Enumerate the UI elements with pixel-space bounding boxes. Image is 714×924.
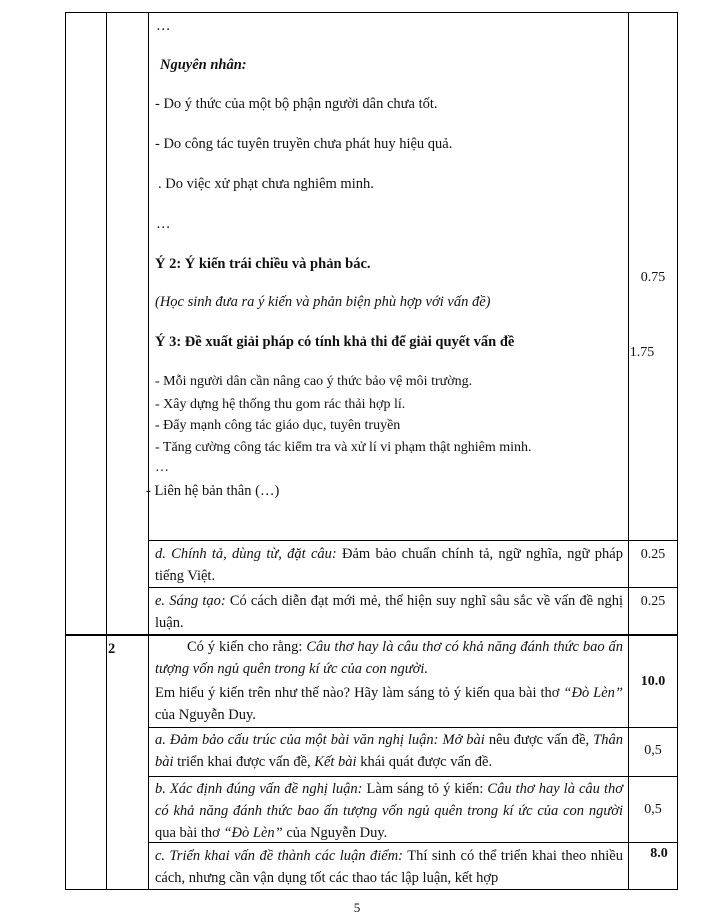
row-divider [148, 587, 678, 588]
score-y2: 0.75 [640, 270, 666, 285]
row-divider [148, 776, 678, 777]
question-2-prompt [155, 636, 623, 680]
table-left-border [65, 12, 66, 890]
score-q2: 10.0 [640, 674, 666, 689]
score-b: 0,5 [644, 802, 662, 817]
criterion-e [155, 590, 623, 634]
poem-title: “Đò Lèn” [563, 685, 623, 701]
criterion-label: e. Sáng tạo: [155, 593, 226, 609]
mo-bai: Mở bài [438, 732, 485, 748]
criterion-d [155, 543, 623, 587]
cause-item: - Do ý thức của một bộ phận người dân chưa tốt. [155, 96, 438, 112]
cause-item: . Do việc xử phạt chưa nghiêm minh. [158, 176, 374, 192]
cause-item: - Do công tác tuyên truyền chưa phát huy hiệu quả. [155, 136, 453, 152]
solution-item: - Mỗi người dân cần nâng cao ý thức bảo vệ môi trường. [155, 374, 473, 389]
page-number: 5 [353, 900, 361, 915]
row-divider [148, 727, 678, 728]
table-bottom-border [65, 889, 678, 890]
col-divider-2 [148, 12, 149, 890]
cause-heading: Nguyên nhân: [160, 57, 247, 73]
prompt-quote: Câu thơ hay là câu thơ có khả năng đánh thức bao ấn tượng vốn ngủ quên trong kí ức của con người. [155, 639, 623, 677]
poem-author: của Nguyễn Duy. [155, 707, 256, 723]
score-e: 0.25 [640, 594, 666, 609]
solution-item: … [155, 460, 169, 475]
criterion-label: b. Xác định đúng vấn đề nghị luận: [155, 781, 363, 797]
criterion-c [155, 845, 623, 889]
criterion-text: nêu được vấn đề, [484, 732, 594, 748]
row-divider [148, 540, 678, 541]
solution-item: - Xây dựng hệ thống thu gom rác thải hợp lí. [155, 397, 406, 412]
criterion-text: Làm sáng tỏ ý kiến: [362, 781, 488, 797]
criterion-label: a. Đảm bảo cấu trúc của một bài văn nghị luận: [155, 732, 439, 748]
col-divider-1 [106, 12, 107, 890]
criterion-text: khái quát được vấn đề. [356, 754, 493, 770]
criterion-text: Có cách diễn đạt mới mẻ, thể hiện suy nghĩ sâu sắc về vấn đề nghị luận. [155, 593, 623, 631]
solution-item: - Đẩy mạnh công tác giáo dục, tuyên truyền [155, 418, 401, 433]
ellipsis: … [156, 18, 171, 34]
score-a: 0,5 [644, 743, 662, 758]
criterion-text: Thí sinh có thể triển khai theo nhiều cách, nhưng cần vận dụng tốt các thao tác lập luận, kết hợp [155, 848, 623, 886]
criterion-text: Đảm bảo chuẩn chính tả, ngữ nghĩa, ngữ pháp tiếng Việt. [155, 546, 623, 584]
y3-title: Ý 3: Đề xuất giải pháp có tính khả thi để giải quyết vấn đề [155, 334, 515, 350]
y2-note: (Học sinh đưa ra ý kiến và phản biện phù hợp với vấn đề) [155, 294, 491, 310]
criterion-quote: Câu thơ hay là câu thơ có khả năng đánh thức bao ấn tượng vốn ngủ quên trong kí ức của con người [155, 781, 623, 819]
criterion-b [155, 778, 623, 844]
criterion-a [155, 729, 623, 773]
ket-bai: Kết bài [314, 754, 357, 770]
score-c: 8.0 [650, 846, 668, 861]
prompt-intro: Có ý kiến cho rằng: [187, 639, 307, 655]
poem-title: “Đò Lèn” [223, 825, 283, 841]
question-2-task [155, 682, 623, 726]
table-right-border [677, 12, 678, 890]
criterion-label: c. Triển khai vấn đề thành các luận điểm: [155, 848, 404, 864]
score-d: 0.25 [640, 547, 666, 562]
task-text: Em hiểu ý kiến trên như thế nào? Hãy làm sáng tỏ ý kiến qua bài thơ [155, 685, 564, 701]
question-number: 2 [108, 641, 116, 657]
score-y3: 1.75 [629, 345, 655, 360]
self-relation: - Liên hệ bản thân (…) [146, 483, 280, 499]
criterion-label: d. Chính tả, dùng từ, đặt câu: [155, 546, 337, 562]
criterion-text: triển khai được vấn đề, [173, 754, 315, 770]
solution-item: - Tăng cường công tác kiểm tra và xử lí vi phạm thật nghiêm minh. [155, 440, 532, 455]
criterion-text: của Nguyễn Duy. [282, 825, 388, 841]
ellipsis: … [156, 216, 171, 232]
table-top-border [65, 12, 678, 13]
criterion-text: qua bài thơ [155, 825, 224, 841]
y2-title: Ý 2: Ý kiến trái chiều và phản bác. [155, 256, 371, 272]
than-bai: Thân bài [155, 732, 623, 770]
